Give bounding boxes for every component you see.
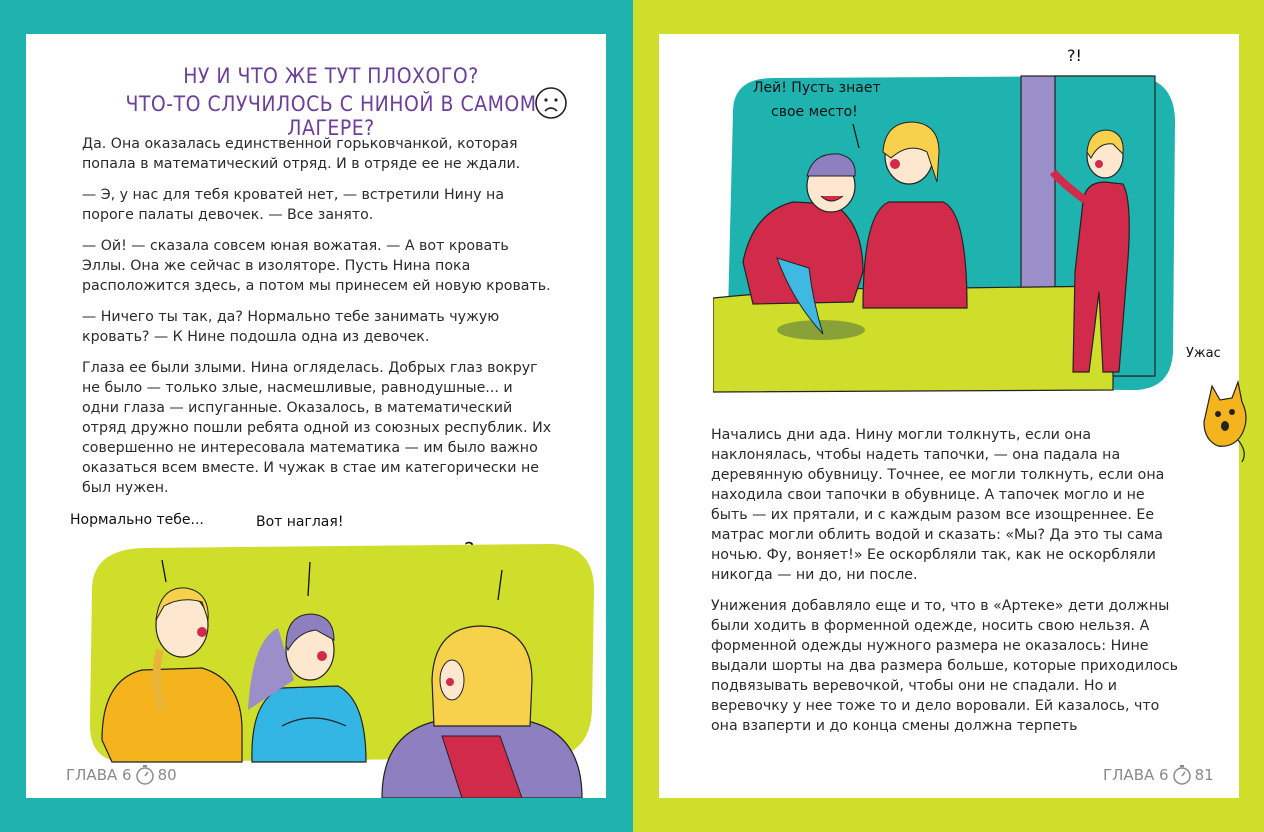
paragraph: Глаза ее были злыми. Нина огляделась. Добрых глаз вокруг не было — только злые, насмешливые, равнодушные... и одни глаза — испуганные. Оказалось, в математический отряд дружно пошли ребята одной из союзных республик. Их совершенно не интересовала математика — им было важно оказаться всем вместе. И чужак в стае им категорически не был нужен. bbox=[82, 360, 552, 496]
right-footer bbox=[1103, 764, 1214, 786]
page-number: 80 bbox=[157, 766, 177, 784]
left-page bbox=[26, 34, 606, 798]
left-footer bbox=[66, 764, 177, 786]
paragraph: — Э, у нас для тебя кроватей нет, — встретили Нину на пороге палаты девочек. — Все занято. bbox=[82, 187, 505, 223]
paragraph: Начались дни ада. Нину могли толкнуть, если она наклонялась, чтобы надеть тапочки, — она падала на деревянную обувницу. Точнее, ее могли толкнуть, если она находила свои тапочки в обувнице. А тапочек могло и не быть — их прятали, и с каждым разом все изощреннее. Ее матрас могли облить водой и сказать: «Мы? Да это ты сама ночью. Фу, воняет!» Ее оскорбляли так, как не оскорбляли никогда — ни до, ни после. bbox=[711, 427, 1165, 583]
heading-line-1: НУ И ЧТО ЖЕ ТУТ ПЛОХОГО? bbox=[183, 64, 479, 88]
cat-mascot-icon bbox=[1198, 374, 1254, 466]
page-number: 81 bbox=[1194, 766, 1214, 784]
stopwatch-icon bbox=[134, 764, 156, 786]
speech-bubble-2: ?! bbox=[1067, 46, 1082, 65]
paragraph: — Ой! — сказала совсем юная вожатая. — А вот кровать Эллы. Она же сейчас в изоляторе. Пусть Нина пока расположится здесь, а потом мы принесем ей новую кровать. bbox=[82, 238, 551, 294]
chapter-label: ГЛАВА 6 bbox=[1103, 766, 1169, 784]
speech-bubble-2: Вот наглая! bbox=[256, 514, 344, 530]
paragraph: Да. Она оказалась единственной горьковчанкой, которая попала в математический отряд. И в отряде ее не ждали. bbox=[82, 136, 521, 172]
speech-bubble-1: Лей! Пусть знает bbox=[753, 80, 881, 96]
chapter-label: ГЛАВА 6 bbox=[66, 766, 132, 784]
stopwatch-icon bbox=[1171, 764, 1193, 786]
speech-bubble-1: Нормально тебе... bbox=[70, 512, 204, 528]
speech-bubble-1b: свое место! bbox=[771, 104, 858, 120]
heading-line-2: ЧТО-ТО СЛУЧИЛОСЬ С НИНОЙ В САМОМ ЛАГЕРЕ? bbox=[125, 92, 537, 140]
illustration-mattress-scene bbox=[713, 72, 1183, 396]
side-note: Ужас bbox=[1186, 346, 1221, 361]
paragraph: Унижения добавляло еще и то, что в «Артеке» дети должны были ходить в форменной одежде, носить свою нельзя. А форменной одежды нужного размера не оказалось: Нине выдали шорты на два размера больше, которые приходилось подвязывать веревочкой, чтобы они не спадали. Но и веревочку у нее тоже то и дело воровали. Ей казалось, что она взаперти и до конца смены должна терпеть bbox=[711, 598, 1178, 733]
sad-face-icon bbox=[534, 86, 568, 120]
left-body-text bbox=[82, 134, 552, 509]
paragraph: — Ничего ты так, да? Нормально тебе занимать чужую кровать? — К Нине подошла одна из девочек. bbox=[82, 309, 500, 345]
illustration-three-girls bbox=[82, 530, 606, 798]
right-body-text bbox=[711, 425, 1181, 733]
right-page bbox=[659, 34, 1239, 798]
